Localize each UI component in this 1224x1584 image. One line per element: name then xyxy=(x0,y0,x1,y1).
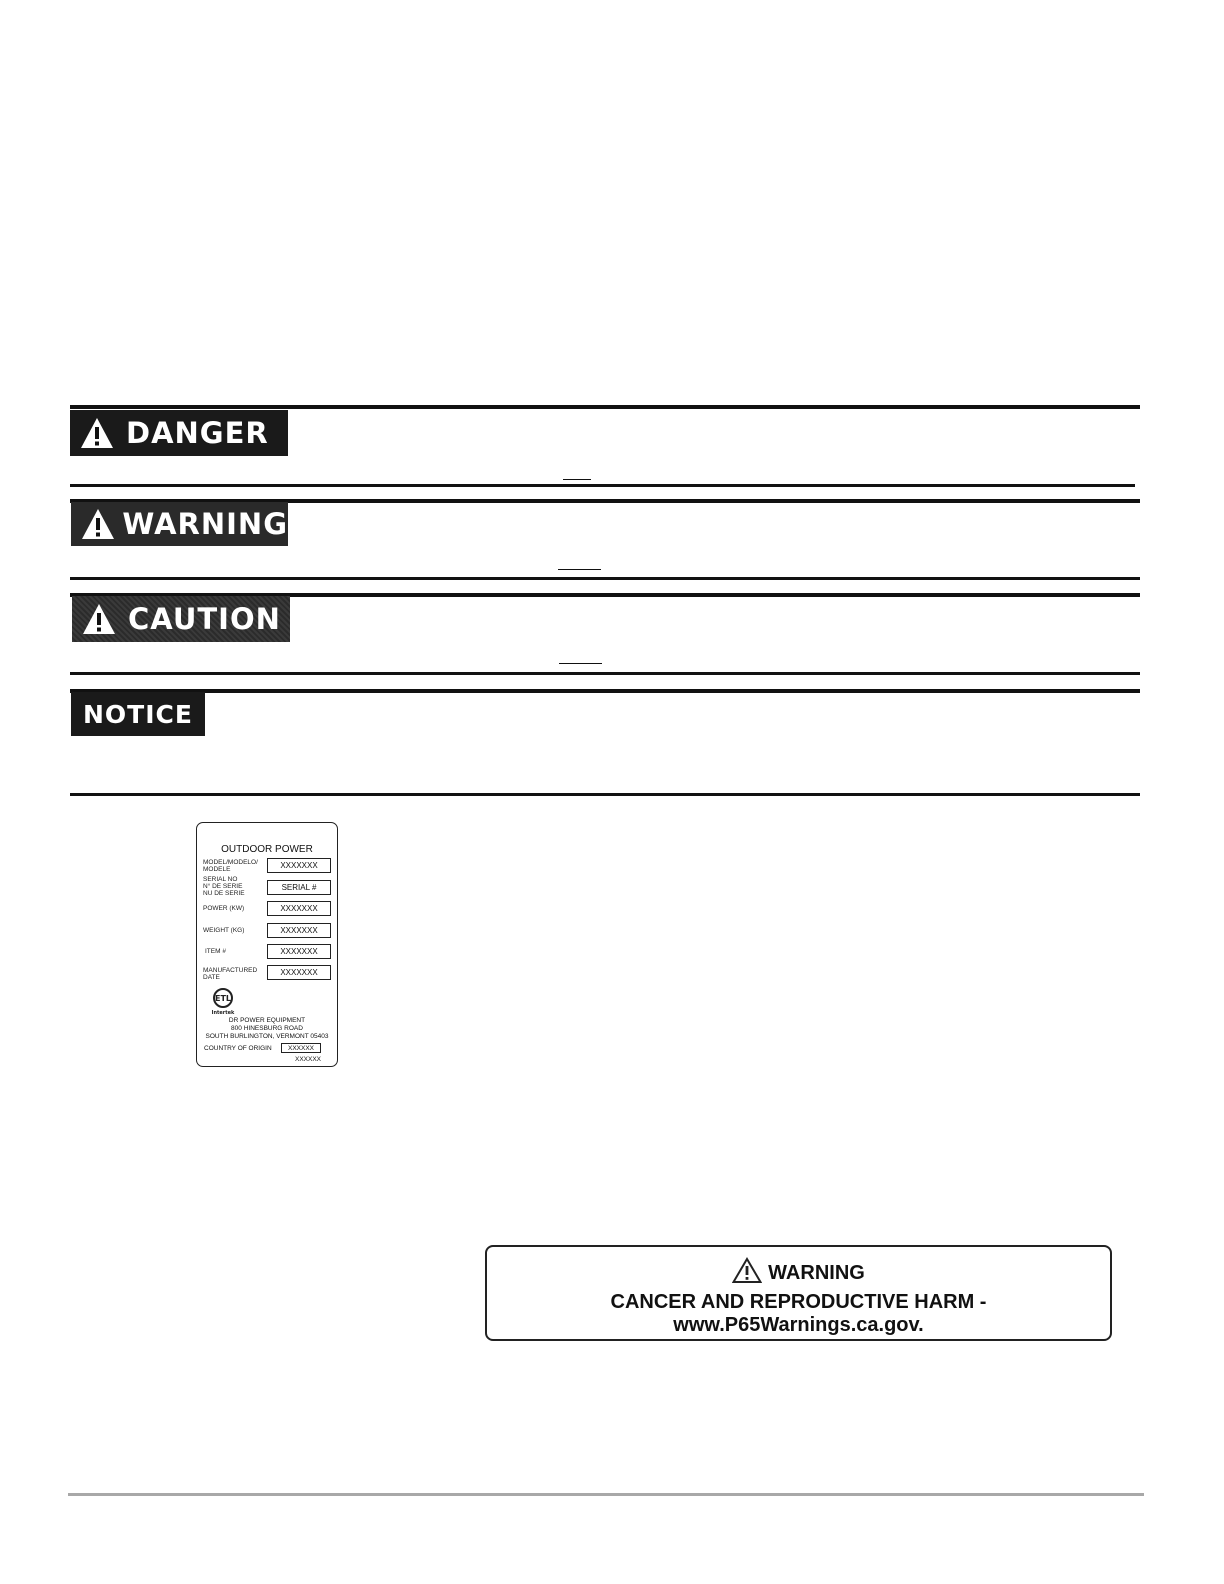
plate-label-date: MANUFACTURED DATE xyxy=(203,967,258,981)
warning-triangle-icon xyxy=(76,596,122,642)
plate-address-line1: DR POWER EQUIPMENT xyxy=(228,1017,306,1024)
warning-badge xyxy=(71,502,288,546)
notice-bottom-rule xyxy=(70,793,1140,796)
plate-country-value: XXXXXX xyxy=(281,1043,321,1053)
plate-label-serial: SERIAL NO N° DE SERIE NU DE SERIE xyxy=(203,876,245,897)
danger-label: DANGER xyxy=(126,416,269,450)
plate-value-weight: XXXXXXX xyxy=(267,923,331,938)
plate-value-serial: SERIAL # xyxy=(267,880,331,895)
plate-label-item: ITEM # xyxy=(205,948,226,955)
prop65-warning-box xyxy=(485,1245,1112,1341)
plate-value-item: XXXXXXX xyxy=(267,944,331,959)
danger-bottom-rule xyxy=(70,484,1135,487)
plate-value-date: XXXXXXX xyxy=(267,965,331,980)
certification-logo xyxy=(211,987,237,1019)
prop65-heading-text: WARNING xyxy=(768,1262,865,1284)
warning-triangle-outline-icon xyxy=(732,1257,762,1290)
prop65-heading xyxy=(487,1257,1110,1290)
danger-top-rule xyxy=(70,405,1140,409)
plate-footer-code: XXXXXX xyxy=(295,1056,322,1063)
warning-bottom-rule xyxy=(70,577,1140,580)
plate-title: OUTDOOR POWER xyxy=(221,844,313,855)
notice-top-rule xyxy=(70,689,1140,693)
notice-label: NOTICE xyxy=(83,699,193,729)
warning-triangle-icon xyxy=(75,501,120,547)
rating-plate xyxy=(196,822,338,1067)
plate-value-model: XXXXXXX xyxy=(267,858,331,873)
plate-address-line2: 800 HINESBURG ROAD xyxy=(231,1025,303,1032)
caution-label: CAUTION xyxy=(128,602,281,636)
caution-underline-mark xyxy=(559,663,602,664)
plate-value-power: XXXXXXX xyxy=(267,901,331,916)
warning-triangle-icon xyxy=(74,410,120,456)
prop65-text: CANCER AND REPRODUCTIVE HARM - www.P65Warnings.ca.gov. xyxy=(610,1291,987,1336)
plate-address-line3: SOUTH BURLINGTON, VERMONT 05403 xyxy=(205,1033,329,1040)
plate-label-model: MODEL/MODELO/ MODELE xyxy=(203,859,258,873)
notice-badge xyxy=(71,692,205,736)
footer-rule xyxy=(68,1493,1144,1496)
caution-bottom-rule xyxy=(70,672,1140,675)
caution-badge xyxy=(72,596,290,642)
plate-label-weight: WEIGHT (KG) xyxy=(203,927,245,934)
warning-underline-mark xyxy=(558,569,601,570)
warning-label: WARNING xyxy=(122,507,288,541)
svg-text:ETL: ETL xyxy=(214,994,232,1003)
svg-text:Intertek: Intertek xyxy=(211,1010,235,1016)
plate-label-power: POWER (KW) xyxy=(203,905,245,912)
danger-badge xyxy=(70,410,288,456)
plate-country-label: COUNTRY OF ORIGIN xyxy=(204,1045,272,1052)
danger-underline-mark xyxy=(563,479,591,480)
